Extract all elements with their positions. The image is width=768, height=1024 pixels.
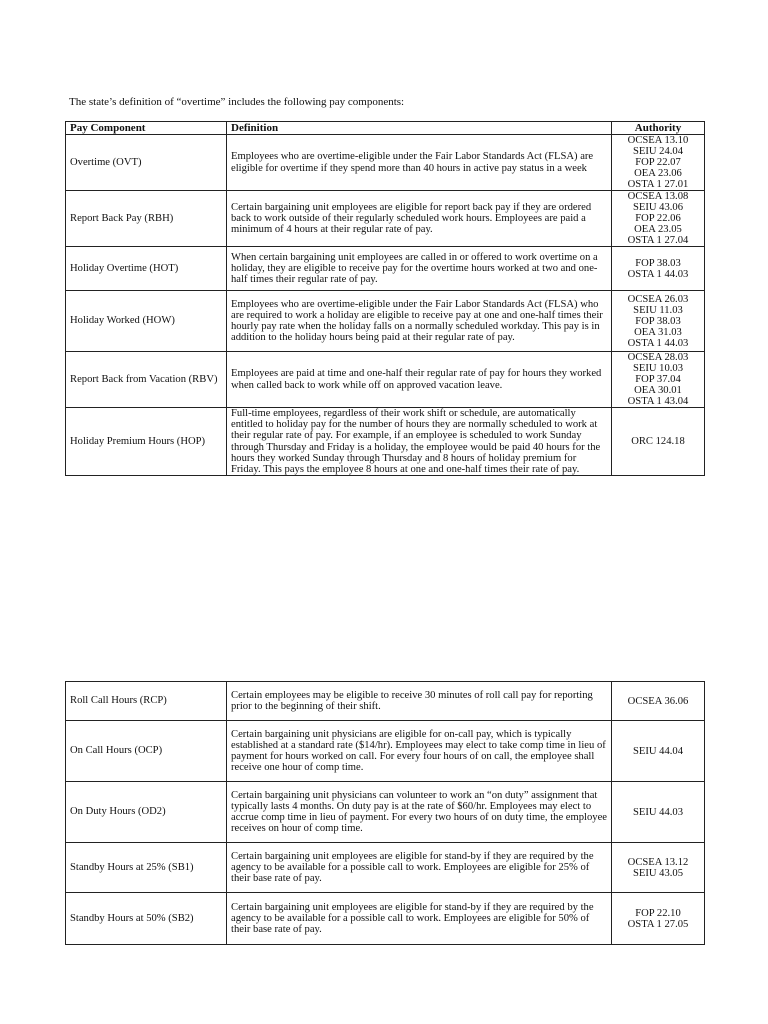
authority-cell [612, 408, 705, 476]
definition-cell: When certain bargaining unit employees are called in or offered to work overtime on a holiday, they are eligible to receive pay for the overtime hours worked at two and one-half times their regular rate of pay. [227, 247, 612, 291]
authority-item: OCSEA 28.03 [627, 352, 689, 363]
table-row [66, 352, 705, 408]
authority-item: SEIU 44.04 [632, 745, 684, 757]
pay-components-table [65, 121, 705, 476]
authority-item: OSTA 1 27.01 [627, 179, 689, 190]
header-pay-component: Pay Component [66, 122, 227, 135]
authority-cell [612, 291, 705, 352]
authority-item: OCSEA 36.06 [627, 695, 689, 707]
authority-item: FOP 22.10 [635, 907, 681, 919]
definition-cell: Employees are paid at time and one-half their regular rate of pay for hours they worked when called back to work while off on approved vacation leave. [227, 352, 612, 408]
authority-item: ORC 124.18 [631, 436, 685, 448]
authority-item: OEA 30.01 [634, 385, 682, 396]
authority-item: OSTA 1 44.03 [627, 337, 689, 349]
pay-component-cell: Standby Hours at 50% (SB2) [66, 893, 227, 945]
authority-item: OSTA 1 27.04 [627, 235, 689, 246]
pay-component-cell: On Duty Hours (OD2) [66, 782, 227, 843]
header-authority: Authority [612, 122, 705, 135]
definition-cell: Full-time employees, regardless of their work shift or schedule, are automatically entitled to holiday pay for the number of hours they are normally scheduled to work at their regular rate of pay. For example, if an employee is scheduled to work Sunday through Thursday and Friday is a holiday, the employee would be paid 40 hours for the hours they worked Sunday through Thursday and 8 hours of holiday premium for Friday. This pays the employee 8 hours at one and one-half times their rate of pay. [227, 408, 612, 476]
authority-item: SEIU 43.06 [632, 202, 684, 213]
authority-cell [612, 247, 705, 291]
header-definition: Definition [227, 122, 612, 135]
authority-item: SEIU 11.03 [633, 304, 683, 316]
authority-item: OSTA 1 43.04 [627, 396, 689, 407]
authority-item: OEA 31.03 [634, 326, 682, 338]
table-row [66, 893, 705, 945]
definition-cell: Employees who are overtime-eligible under the Fair Labor Standards Act (FLSA) are eligible for overtime if they spend more than 40 hours in active pay status in a week [227, 135, 612, 191]
pay-component-cell: Holiday Worked (HOW) [66, 291, 227, 352]
definition-cell: Certain bargaining unit physicians are eligible for on-call pay, which is typically established at a standard rate ($14/hr). Employees may elect to take comp time in lieu of payment for hours worked on call. For every four hours of on call, the employee shall receive one hour of comp time. [227, 721, 612, 782]
intro-text: The state’s definition of “overtime” includes the following pay components: [69, 96, 405, 108]
authority-item: OEA 23.06 [634, 168, 682, 179]
pay-component-cell: Report Back Pay (RBH) [66, 191, 227, 247]
authority-item: SEIU 24.04 [632, 146, 684, 157]
authority-cell [612, 191, 705, 247]
authority-item: OCSEA 13.10 [627, 135, 689, 146]
additional-pay-components-table [65, 681, 705, 945]
authority-cell [612, 682, 705, 721]
table-row [66, 291, 705, 352]
authority-item: OCSEA 26.03 [627, 293, 689, 305]
authority-item: SEIU 10.03 [632, 363, 684, 374]
authority-cell [612, 843, 705, 893]
authority-item: FOP 37.04 [635, 374, 681, 385]
authority-cell [612, 782, 705, 843]
definition-cell: Certain bargaining unit employees are eligible for report back pay if they are ordered back to work outside of their regularly scheduled work hours. Employees are paid a minimum of 4 hours at their regular rate of pay. [227, 191, 612, 247]
definition-cell: Certain employees may be eligible to receive 30 minutes of roll call pay for reporting prior to the beginning of their shift. [227, 682, 612, 721]
authority-item: OCSEA 13.12 [627, 856, 689, 868]
authority-item: OSTA 1 44.03 [627, 268, 689, 280]
authority-item: FOP 38.03 [635, 315, 681, 327]
pay-component-cell: Roll Call Hours (RCP) [66, 682, 227, 721]
table-row [66, 721, 705, 782]
table-row [66, 247, 705, 291]
table-row [66, 682, 705, 721]
authority-item: OSTA 1 27.05 [627, 918, 689, 930]
authority-item: OEA 23.05 [634, 224, 682, 235]
definition-cell: Certain bargaining unit physicians can volunteer to work an “on duty” assignment that typically lasts 4 months. On duty pay is at the rate of $60/hr. Employees may elect to accrue comp time in lieu of payment. For every two hours of on duty time, the employee receives on hour of comp time. [227, 782, 612, 843]
authority-item: SEIU 43.05 [632, 867, 684, 879]
authority-cell [612, 721, 705, 782]
authority-item: FOP 38.03 [635, 257, 681, 269]
definition-cell: Employees who are overtime-eligible under the Fair Labor Standards Act (FLSA) who are required to work a holiday are eligible to receive pay at one and one-half times their hourly pay rate when the holiday falls on a normally scheduled workday. This pay is in addition to the holiday hours being paid at their regular rate of pay. [227, 291, 612, 352]
definition-cell: Certain bargaining unit employees are eligible for stand-by if they are required by the agency to be available for a possible call to work. Employees are eligible for 25% of their base rate of pay. [227, 843, 612, 893]
definition-cell: Certain bargaining unit employees are eligible for stand-by if they are required by the agency to be available for a possible call to work. Employees are eligible for 50% of their base rate of pay. [227, 893, 612, 945]
pay-component-cell: Holiday Overtime (HOT) [66, 247, 227, 291]
authority-cell [612, 352, 705, 408]
table-header-row [66, 122, 705, 135]
authority-cell [612, 135, 705, 191]
table-row [66, 191, 705, 247]
table-row [66, 135, 705, 191]
authority-item: SEIU 44.03 [632, 806, 684, 818]
table-row [66, 782, 705, 843]
pay-component-cell: Holiday Premium Hours (HOP) [66, 408, 227, 476]
table-row [66, 843, 705, 893]
pay-component-cell: Standby Hours at 25% (SB1) [66, 843, 227, 893]
pay-component-cell: On Call Hours (OCP) [66, 721, 227, 782]
authority-item: OCSEA 13.08 [627, 191, 689, 202]
table-row [66, 408, 705, 476]
authority-item: FOP 22.07 [635, 157, 681, 168]
pay-component-cell: Overtime (OVT) [66, 135, 227, 191]
pay-component-cell: Report Back from Vacation (RBV) [66, 352, 227, 408]
authority-cell [612, 893, 705, 945]
authority-item: FOP 22.06 [635, 213, 681, 224]
